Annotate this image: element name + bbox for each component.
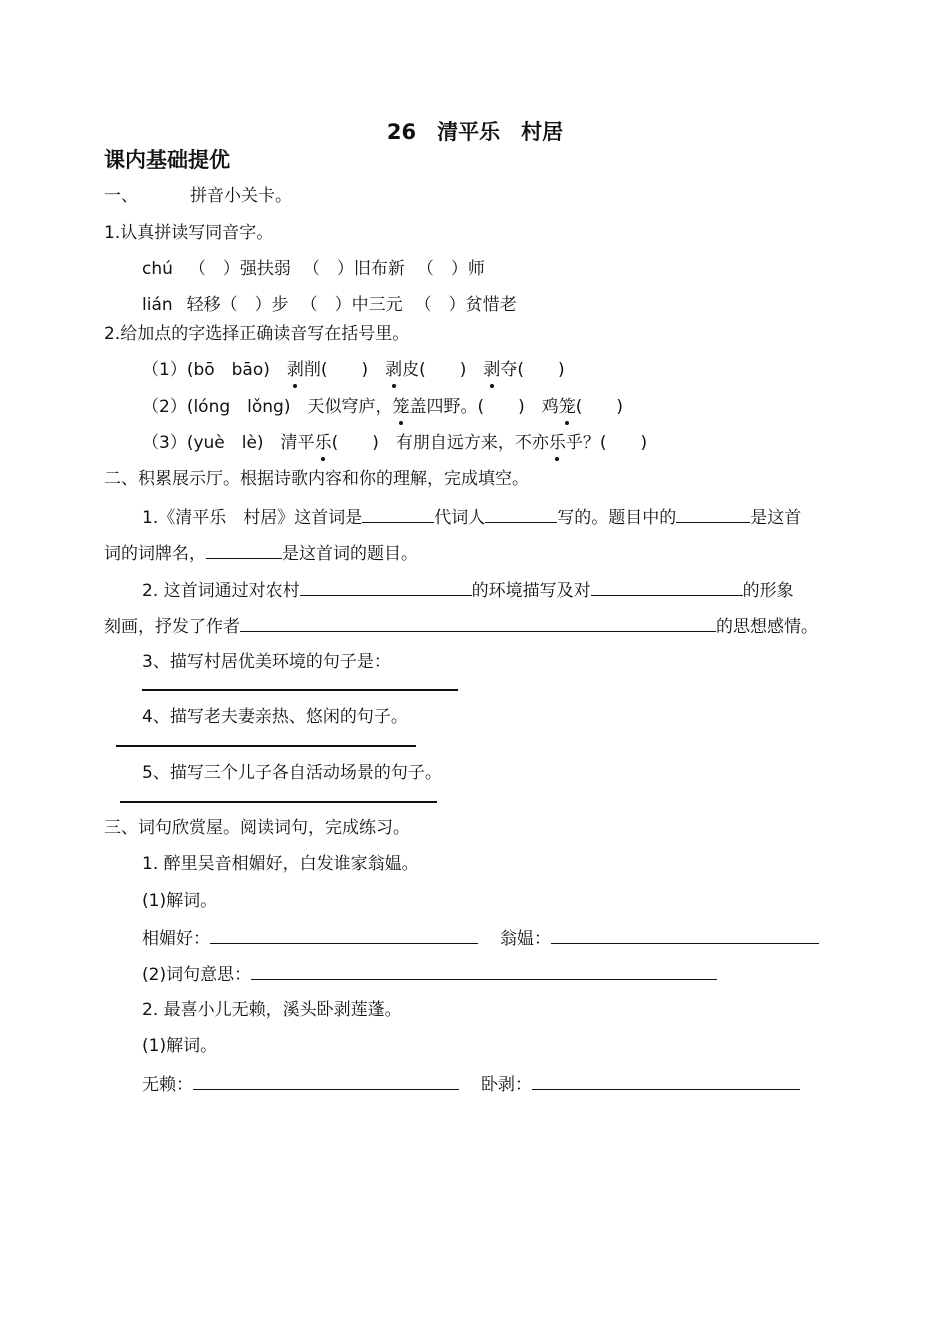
part2-q2-text: 的环境描写及对 (471, 581, 591, 601)
part3-s1-meaning (142, 961, 717, 987)
answer-line[interactable] (142, 689, 458, 691)
reading-row-2-text: 盖四野。( ) 鸡 (409, 397, 559, 417)
answer-blank[interactable] (362, 504, 434, 523)
part3-s1-words (142, 925, 819, 951)
part2-q1-text: 1.《清平乐 村居》这首词是 (142, 508, 363, 528)
part2-q2-text: 的思想感情。 (716, 617, 818, 637)
answer-blank[interactable] (251, 961, 717, 980)
part2-q2-line2 (104, 613, 818, 639)
reading-row-3-text: 乎？( ) (565, 433, 648, 453)
chu-pinyin: chú (142, 259, 173, 279)
reading-row-1 (142, 358, 565, 382)
lian-item-a: 轻移（ ）步 (186, 295, 289, 315)
answer-blank[interactable] (210, 925, 478, 944)
lian-pinyin: lián (142, 295, 173, 315)
part3-s2-explain-label: (1)解词。 (142, 1036, 218, 1056)
reading-row-1-text: 皮( ) (402, 360, 484, 380)
answer-line[interactable] (116, 745, 416, 747)
part2-q5: 5、描写三个儿子各自活动场景的句子。 (142, 763, 442, 783)
lian-item-b: （ ）中三元 (300, 295, 403, 315)
answer-blank[interactable] (485, 504, 557, 523)
part1-heading-text: 拼音小关卡。 (190, 186, 292, 206)
reading-row-1-text: 夺( ) (500, 360, 565, 380)
reading-row-2-text: ( ) (575, 397, 623, 417)
meaning-label: (2)词句意思： (142, 965, 252, 985)
dotted-char: 乐 (548, 433, 566, 453)
part3-s1-explain-label: (1)解词。 (142, 891, 218, 911)
part3-sentence-2: 2. 最喜小儿无赖，溪头卧剥莲蓬。 (142, 1000, 402, 1020)
chu-item-a: （ ）强扶弱 (188, 259, 291, 279)
answer-line[interactable] (120, 801, 437, 803)
part2-q1-text: 写的。题目中的 (557, 508, 677, 528)
word-label: 翁媪： (500, 929, 551, 949)
part2-q1-text: 是这首词的题目。 (282, 544, 418, 564)
answer-blank[interactable] (206, 540, 282, 559)
part2-q2-text: 的形象 (742, 581, 794, 601)
part2-q1-text: 代词人 (434, 508, 486, 528)
chu-item-c: （ ）师 (416, 259, 485, 279)
part2-q3: 3、描写村居优美环境的句子是： (142, 652, 391, 672)
part2-q1-line1 (142, 504, 801, 530)
part3-heading: 三、词句欣赏屋。阅读词句，完成练习。 (104, 818, 410, 838)
answer-blank[interactable] (591, 577, 743, 596)
dotted-char: 乐 (314, 433, 332, 453)
part2-q1-line2 (104, 540, 418, 566)
answer-blank[interactable] (240, 613, 716, 632)
answer-blank[interactable] (300, 577, 472, 596)
dotted-char: 剥 (483, 360, 501, 380)
lian-row (142, 293, 517, 317)
part2-heading: 二、积累展示厅。根据诗歌内容和你的理解，完成填空。 (104, 469, 529, 489)
part1-heading-num: 一、 (104, 186, 138, 206)
part2-q1-text: 是这首 (750, 508, 802, 528)
chu-row (142, 257, 485, 281)
chu-item-b: （ ）旧布新 (302, 259, 405, 279)
dotted-char: 笼 (392, 397, 410, 417)
answer-blank[interactable] (193, 1071, 459, 1090)
part2-q4: 4、描写老夫妻亲热、悠闲的句子。 (142, 707, 408, 727)
part2-q1-text: 词的词牌名， (104, 544, 206, 564)
word-label: 无赖： (142, 1075, 193, 1095)
reading-row-3 (142, 431, 647, 455)
part1-q1: 1.认真拼读写同音字。 (104, 223, 274, 243)
word-label: 相媚好： (142, 929, 210, 949)
dotted-char: 剥 (286, 360, 304, 380)
reading-row-3-text: ( ) 有朋自远方来，不亦 (331, 433, 549, 453)
part2-q2-line1 (142, 577, 794, 603)
reading-row-2-lead: （2）(lóng lǒng) 天似穹庐， (142, 397, 393, 417)
reading-row-2 (142, 395, 623, 419)
part2-q2-text: 刻画，抒发了作者 (104, 617, 240, 637)
lian-item-c: （ ）贫惜老 (414, 295, 517, 315)
answer-blank[interactable] (676, 504, 750, 523)
answer-blank[interactable] (551, 925, 819, 944)
part1-heading (104, 184, 292, 208)
dotted-char: 剥 (385, 360, 403, 380)
word-label: 卧剥： (481, 1075, 532, 1095)
reading-row-1-lead: （1）(bō bāo) (142, 360, 287, 380)
part2-q2-text: 2. 这首词通过对农村 (142, 581, 300, 601)
part1-q2: 2.给加点的字选择正确读音写在括号里。 (104, 324, 410, 344)
reading-row-3-lead: （3）(yuè lè) 清平 (142, 433, 315, 453)
worksheet-title: 26 清平乐 村居 (386, 120, 564, 144)
reading-row-1-text: 削( ) (303, 360, 386, 380)
answer-blank[interactable] (532, 1071, 800, 1090)
part3-sentence-1: 1. 醉里吴音相媚好，白发谁家翁媪。 (142, 854, 419, 874)
part3-s2-words (142, 1071, 800, 1097)
dotted-char: 笼 (558, 397, 576, 417)
section-heading: 课内基础提优 (104, 148, 230, 172)
